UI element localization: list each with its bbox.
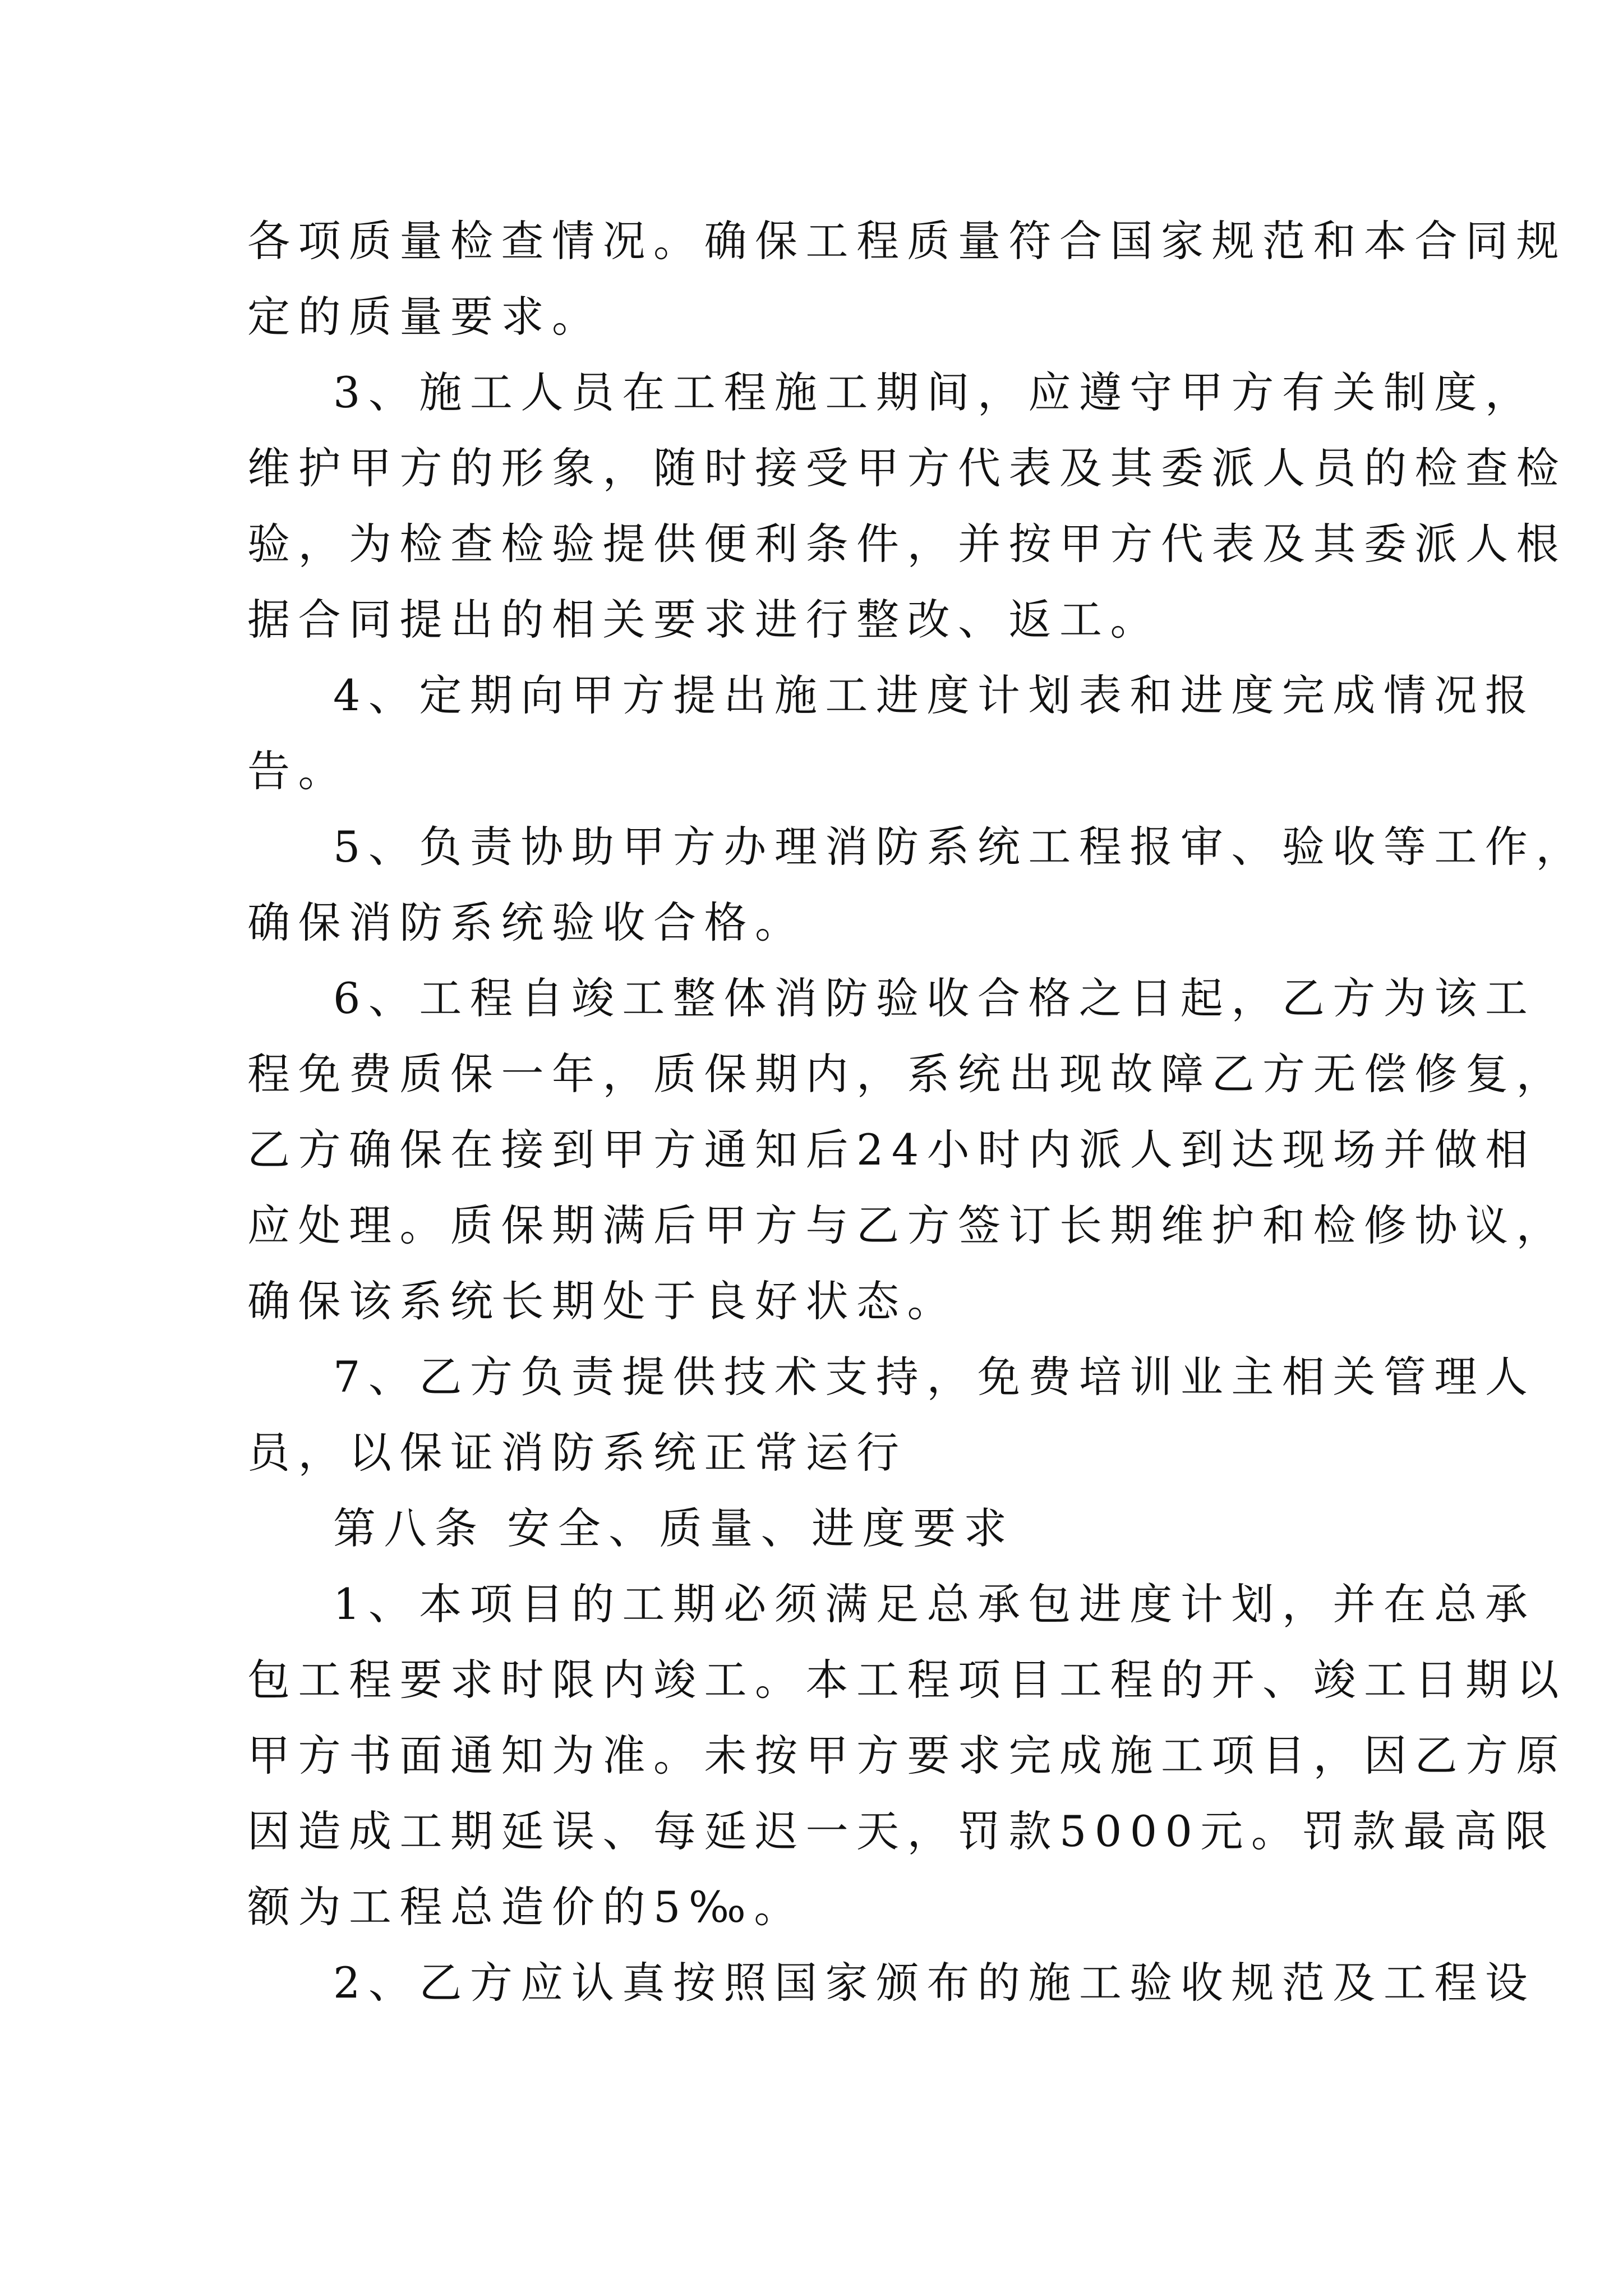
text-line: 员，以保证消防系统正常运行 xyxy=(247,1428,907,1478)
text-line: 维护甲方的形象，随时接受甲方代表及其委派人员的检查检 xyxy=(247,443,1567,493)
text-line: 包工程要求时限内竣工。本工程项目工程的开、竣工日期以 xyxy=(247,1655,1567,1705)
text-line: 定的质量要求。 xyxy=(247,292,603,342)
text-line: 1、本项目的工期必须满足总承包进度计划，并在总承 xyxy=(333,1579,1536,1629)
text-line: 4、定期向甲方提出施工进度计划表和进度完成情况报 xyxy=(333,670,1536,720)
text-line: 据合同提出的相关要求进行整改、返工。 xyxy=(247,595,1161,645)
text-line: 6、工程自竣工整体消防验收合格之日起，乙方为该工 xyxy=(333,973,1536,1023)
text-line: 额为工程总造价的5‰。 xyxy=(247,1882,805,1932)
text-line: 乙方确保在接到甲方通知后24小时内派人到达现场并做相 xyxy=(247,1125,1536,1175)
text-line: 程免费质保一年，质保期内，系统出现故障乙方无偿修复， xyxy=(247,1049,1567,1099)
text-line: 确保消防系统验收合格。 xyxy=(247,898,806,947)
text-line: 5、负责协助甲方办理消防系统工程报审、验收等工作， xyxy=(333,822,1587,872)
text-line: 确保该系统长期处于良好状态。 xyxy=(247,1276,958,1326)
text-line: 应处理。质保期满后甲方与乙方签订长期维护和检修协议， xyxy=(247,1200,1567,1250)
text-line: 甲方书面通知为准。未按甲方要求完成施工项目，因乙方原 xyxy=(247,1731,1567,1780)
text-line: 因造成工期延误、每延迟一天，罚款5000元。罚款最高限 xyxy=(247,1806,1556,1856)
text-line: 3、施工人员在工程施工期间，应遵守甲方有关制度， xyxy=(333,367,1536,417)
section-heading: 第八条 安全、质量、进度要求 xyxy=(333,1503,1015,1553)
text-line: 告。 xyxy=(247,746,349,796)
text-line: 2、乙方应认真按照国家颁布的施工验收规范及工程设 xyxy=(333,1958,1536,2008)
text-line: 各项质量检查情况。确保工程质量符合国家规范和本合同规 xyxy=(247,216,1567,266)
text-line: 7、乙方负责提供技术支持，免费培训业主相关管理人 xyxy=(333,1352,1536,1402)
text-line: 验，为检查检验提供便利条件，并按甲方代表及其委派人根 xyxy=(247,519,1567,569)
